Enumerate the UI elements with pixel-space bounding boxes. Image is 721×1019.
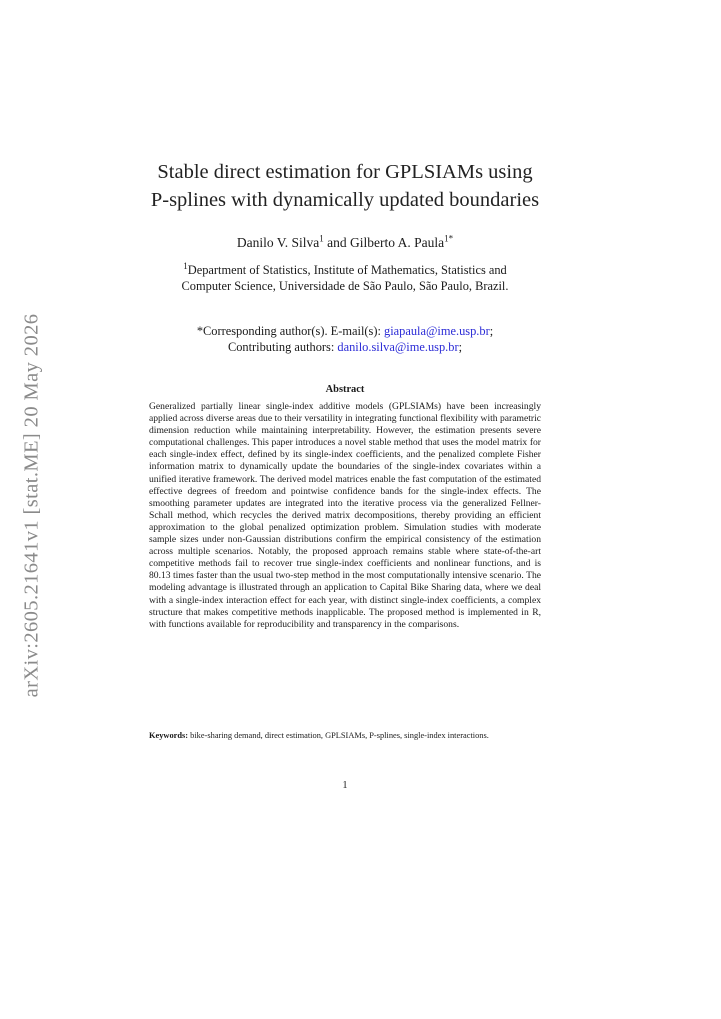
affiliation-line-2: Computer Science, Universidade de São Paulo, São Paulo, Brazil.: [181, 279, 509, 293]
keywords-label: Keywords:: [149, 731, 189, 740]
abstract-text: Generalized partially linear single-index additive models (GPLSIAMs) have been increasingly applied across diverse areas due to their versatility in integrating functional flexibility with parametric dimension reduction while maintaining interpretability. However, the estimation presents severe computational challenges. This paper introduces a novel stable method that uses the model matrix for each single-index effect, defined by its single-index coefficients, and the penalized complete Fisher information matrix to dynamically update the boundaries of the single-index covariates within a unified iterative framework. The derived model matrices enable the fast computation of the estimated effective degrees of freedom and pointwise confidence bands for the single-index effects. The smoothing parameter updates are integrated into the iterative process via the generalized Fellner-Schall method, which recycles the derived matrix decompositions, thereby providing an efficient approximation to the global penalized optimization problem. Simulation studies with moderate sample sizes under non-Gaussian distributions confirm the empirical consistency of the estimation across multiple scenarios. Notably, the proposed approach remains stable where state-of-the-art competitive methods fail to recover true single-index coefficients and nonlinear functions, and is 80.13 times faster than the usual two-step method in the most computationally intensive scenario. The modeling advantage is illustrated through an application to Capital Bike Sharing data, where we deal with a single-index interaction effect for each year, with distinct single-index coefficients, a complex structure that makes competitive methods inapplicable. The proposed method is implemented in R, with functions available for reproducibility and transparency in the comparisons.: [149, 401, 541, 630]
corresponding-author-line: [120, 323, 570, 339]
author-2-affiliation-mark: 1*: [444, 233, 454, 244]
contributing-authors-line: [120, 339, 570, 355]
author-list: [120, 234, 570, 252]
author-connector: and: [323, 235, 350, 250]
affiliation-line-1-text: Department of Statistics, Institute of Mathematics, Statistics and: [187, 263, 507, 277]
contributing-authors-label: Contributing authors:: [227, 340, 338, 354]
contact-info: [120, 323, 570, 355]
paper-title-line-1: Stable direct estimation for GPLSIAMs using: [157, 161, 533, 183]
contributing-email-link[interactable]: danilo.silva@ime.usp.br: [337, 340, 459, 354]
keywords-text: bike-sharing demand, direct estimation, GPLSIAMs, P-splines, single-index interactions.: [188, 731, 489, 740]
corresponding-email-link[interactable]: giapaula@ime.usp.br: [384, 324, 490, 338]
abstract-heading: Abstract: [325, 384, 365, 395]
paper-title: [120, 158, 570, 214]
author-2-name: Gilberto A. Paula: [350, 235, 445, 250]
corresponding-author-label: *Corresponding author(s). E-mail(s):: [196, 324, 385, 338]
affiliation-mark: 1: [183, 260, 188, 271]
keywords: [149, 730, 541, 741]
abstract-body: [149, 401, 541, 631]
corresponding-email-end: ;: [489, 324, 494, 338]
contributing-email-end: ;: [458, 340, 463, 354]
affiliation-line-1: [120, 262, 570, 278]
author-1-affiliation-mark: 1: [319, 233, 324, 244]
arxiv-identifier: [10, 285, 54, 725]
author-1-name: Danilo V. Silva: [236, 235, 320, 250]
paper-title-line-2: P-splines with dynamically updated boundaries: [150, 189, 540, 211]
affiliation: [120, 262, 570, 294]
page-number: 1: [342, 780, 348, 791]
arxiv-identifier-text: arXiv:2605.21641v1 [stat.ME] 20 May 2026: [20, 313, 43, 697]
